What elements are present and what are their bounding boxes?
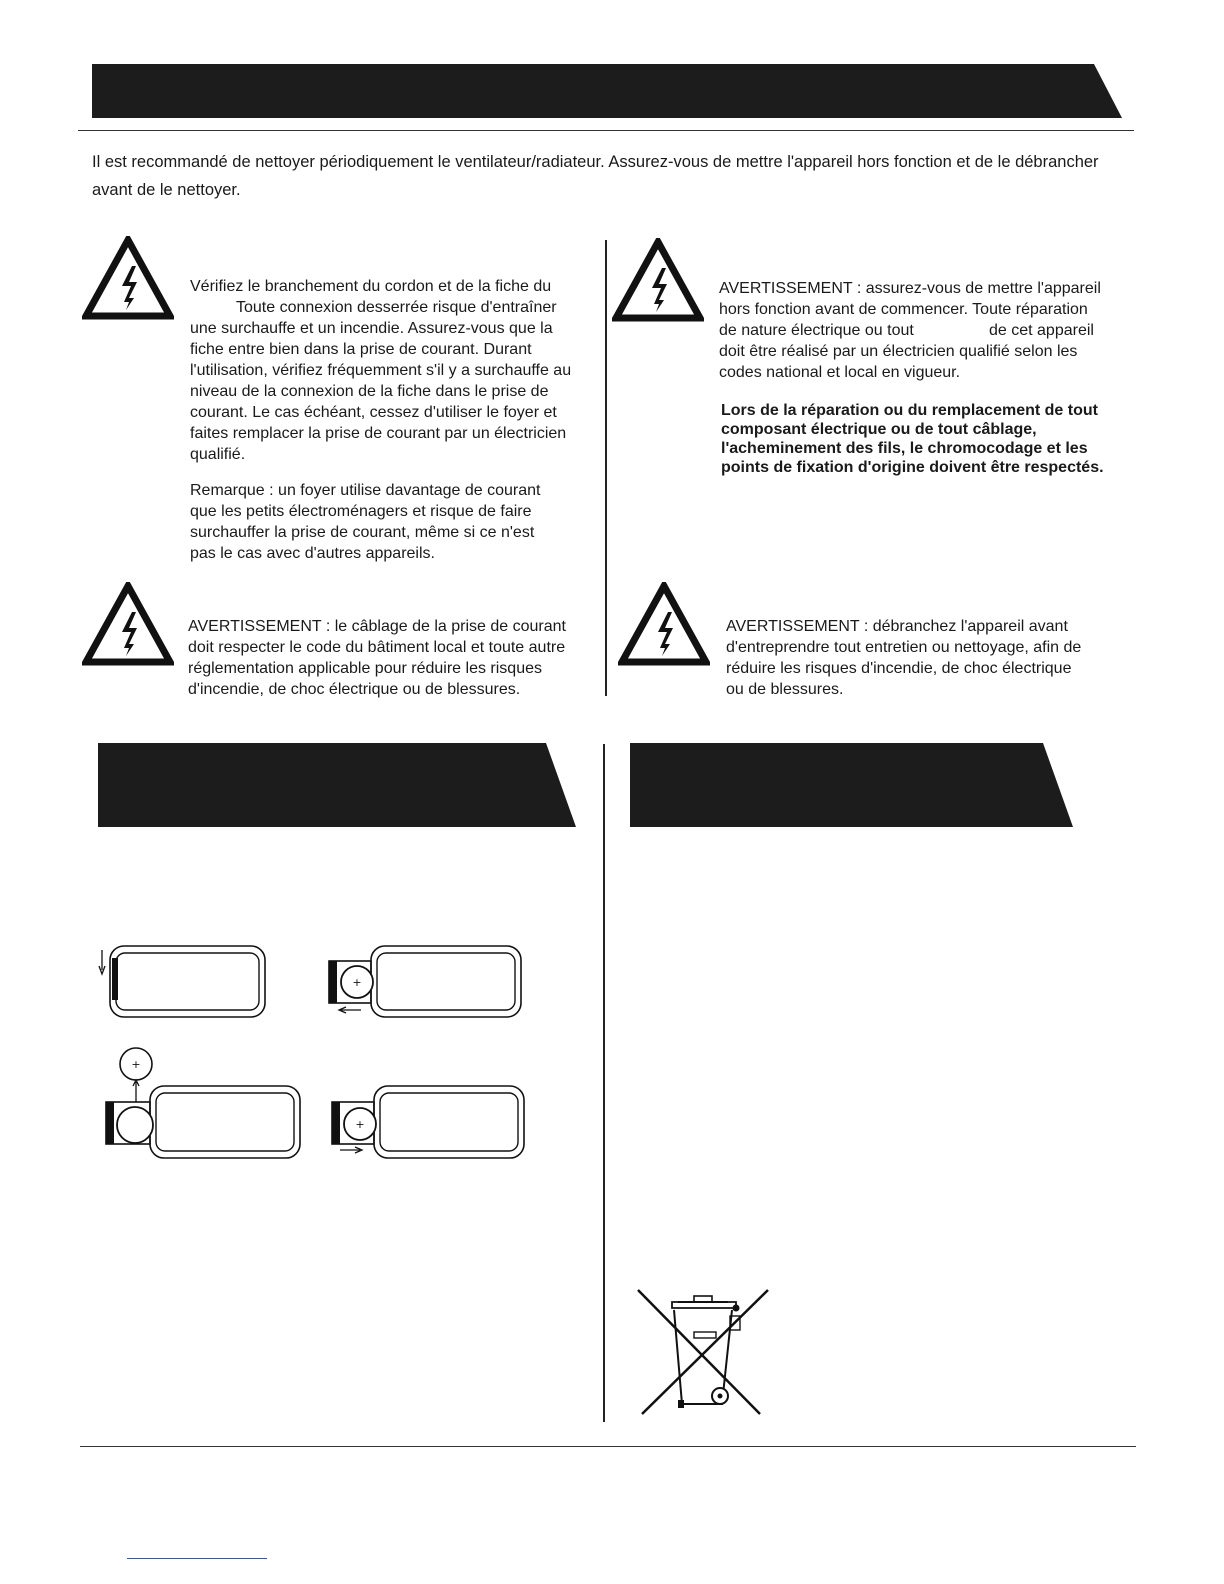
warning-4-line: d'entreprendre tout entretien ou nettoyage, afin de (726, 639, 1082, 656)
warning-3-bold-text (721, 401, 1131, 477)
warning-2-line: doit respecter le code du bâtiment local et toute autre (188, 639, 566, 656)
warning-3-text (719, 278, 1129, 383)
electrical-hazard-icon (618, 582, 710, 666)
warning-3-line: codes national et local en vigueur. (719, 364, 961, 381)
top-banner (92, 64, 1122, 118)
svg-text:+: + (355, 1118, 365, 1131)
remote-battery-step-3 (100, 1046, 305, 1164)
bold-line: Lors de la réparation ou du remplacement de tout (721, 402, 1098, 419)
warning-1-line: niveau de la connexion de la fiche dans le prise de (190, 383, 549, 400)
svg-text:+: + (131, 1058, 141, 1071)
warning-3-line: doit être réalisé par un électricien qualifié selon les (719, 343, 1078, 360)
warning-4-text (726, 616, 1126, 700)
note-line: Remarque : un foyer utilise davantage de courant (190, 482, 541, 499)
warning-1-line: Toute connexion desserrée risque d'entraîner (236, 299, 557, 316)
warning-1-line: Vérifiez le branchement du cordon et de la fiche du (190, 278, 552, 295)
remote-battery-step-1 (95, 944, 270, 1020)
column-divider-lower (603, 744, 605, 1422)
warning-3-fragment: de cet appareil (989, 322, 1094, 339)
column-divider-upper (605, 240, 607, 696)
warning-1-text (190, 276, 600, 465)
bold-line: composant électrique ou de tout câblage, (721, 421, 1037, 438)
note-line: pas le cas avec d'autres appareils. (190, 545, 435, 562)
warning-4-line: réduire les risques d'incendie, de choc électrique (726, 660, 1072, 677)
note-line: que les petits électroménagers et risque de faire (190, 503, 532, 520)
remote-battery-step-4 (328, 1084, 528, 1164)
electrical-hazard-icon (612, 238, 704, 322)
svg-text:+: + (352, 976, 362, 989)
warning-4-line: AVERTISSEMENT : débranchez l'appareil avant (726, 618, 1068, 635)
bottom-rule (80, 1446, 1136, 1447)
warning-1-line: une surchauffe et un incendie. Assurez-vous que la (190, 320, 553, 337)
warning-3-fragment: de nature électrique ou tout (719, 322, 914, 339)
electrical-hazard-icon (82, 582, 174, 666)
warning-1-line: fiche entre bien dans la prise de courant. Durant (190, 341, 532, 358)
left-section-banner (98, 743, 576, 827)
right-section-banner (630, 743, 1073, 827)
warning-4-line: ou de blessures. (726, 681, 844, 698)
footer-link-underline (127, 1558, 267, 1559)
warning-2-line: d'incendie, de choc électrique ou de blessures. (188, 681, 521, 698)
warning-3-line: hors fonction avant de commencer. Toute réparation (719, 301, 1088, 318)
remote-battery-step-2 (325, 944, 525, 1020)
warning-2-line: réglementation applicable pour réduire les risques (188, 660, 542, 677)
warning-1-line: qualifié. (190, 446, 246, 463)
warning-1-line: courant. Le cas échéant, cessez d'utiliser le foyer et (190, 404, 557, 421)
warning-1-line: l'utilisation, vérifiez fréquemment s'il y a surchauffe au (190, 362, 572, 379)
warning-2-line: AVERTISSEMENT : le câblage de la prise de courant (188, 618, 566, 635)
warning-3-line (719, 320, 1129, 341)
intro-text: Il est recommandé de nettoyer périodiquement le ventilateur/radiateur. Assurez-vous de mettre l'appareil hors fonction et de le débrancher avant de le nettoyer. (92, 153, 1099, 199)
bold-line: points de fixation d'origine doivent être respectés. (721, 459, 1104, 476)
warning-2-text (188, 616, 598, 700)
warning-1-note (190, 480, 600, 564)
warning-3-line: AVERTISSEMENT : assurez-vous de mettre l'appareil (719, 280, 1101, 297)
bold-line: l'acheminement des fils, le chromocodage et les (721, 440, 1088, 457)
warning-1-line: faites remplacer la prise de courant par un électricien (190, 425, 567, 442)
electrical-hazard-icon (82, 236, 174, 320)
crossed-out-wheeled-bin-icon (636, 1286, 772, 1418)
note-line: surchauffer la prise de courant, même si ce n'est (190, 524, 535, 541)
top-rule (78, 130, 1134, 131)
